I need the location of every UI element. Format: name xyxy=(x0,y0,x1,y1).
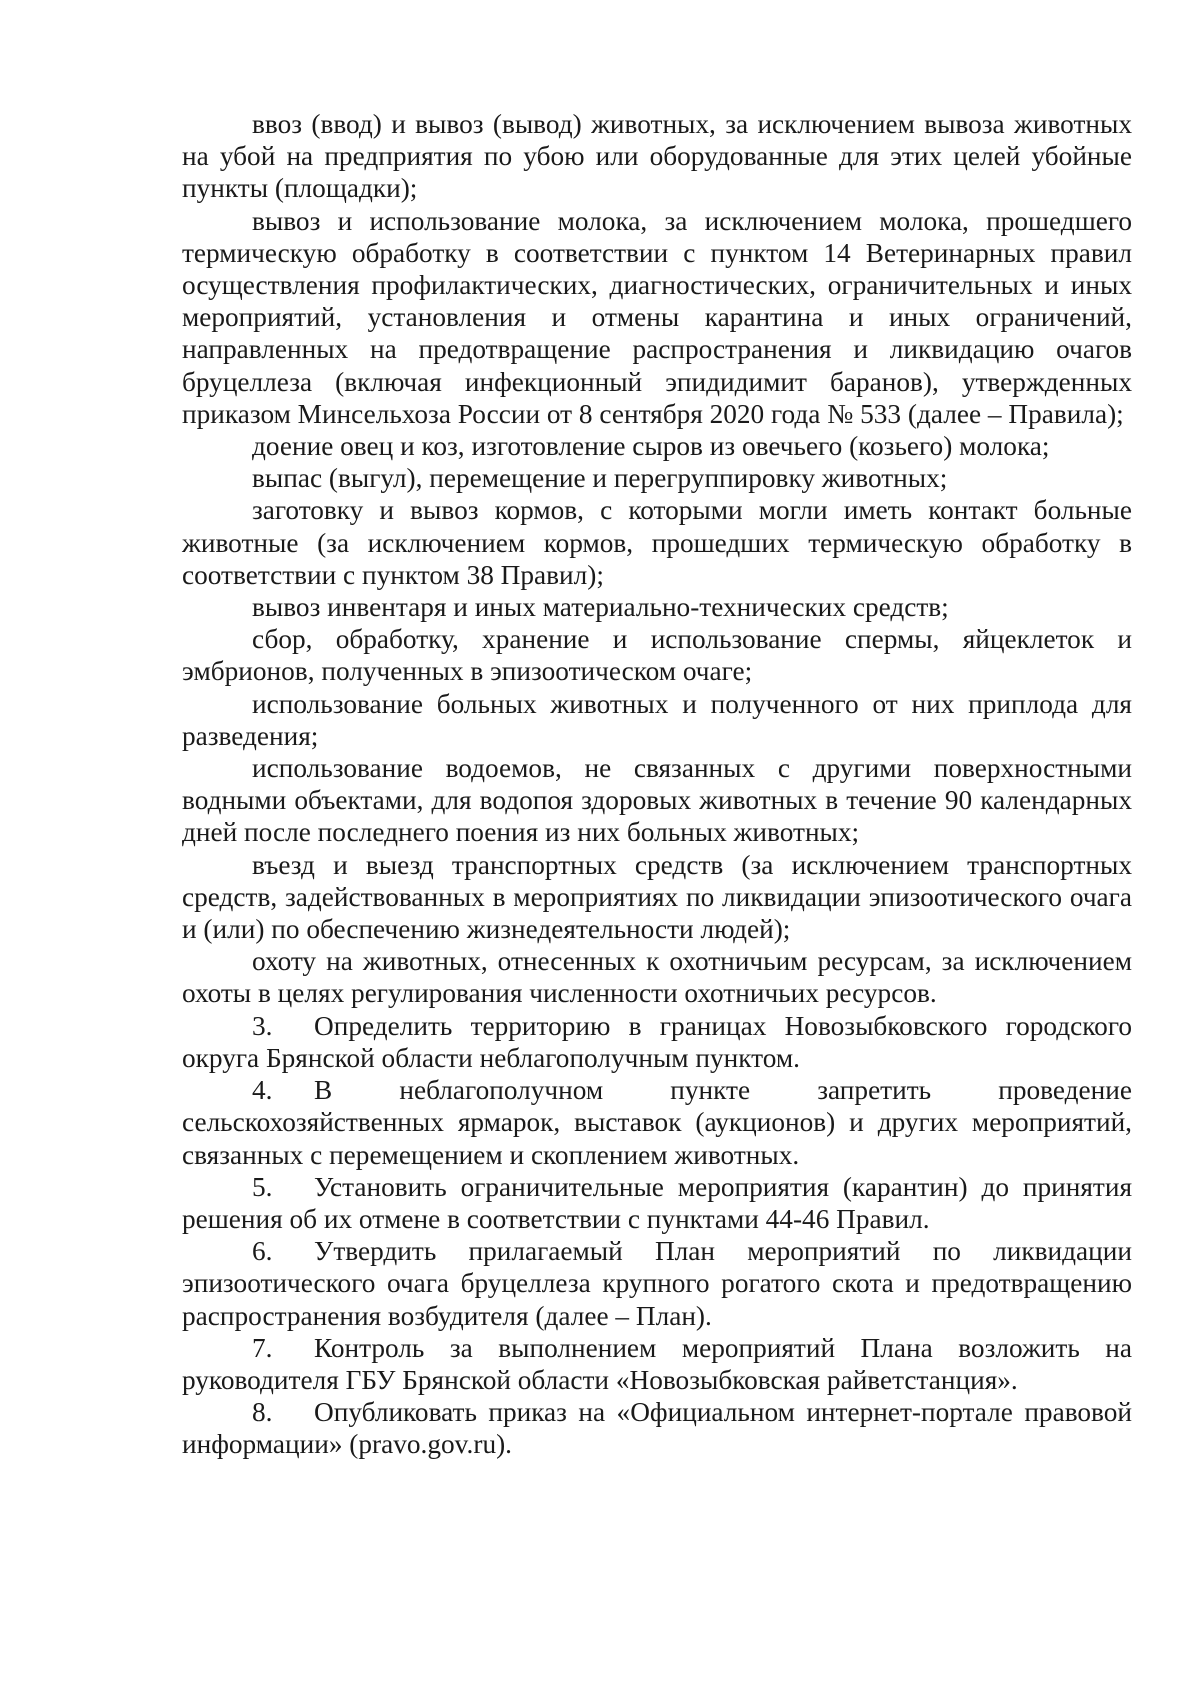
paragraph-import-export: ввоз (ввод) и вывоз (вывод) животных, за исключением вывоза животных на убой на предприятия по убою или оборудованные для этих целей убойные пункты (площадки); xyxy=(182,109,1132,204)
paragraph-water: использование водоемов, не связанных с другими поверхностными водными объектами, для водопоя здоровых животных в течение 90 календарных дней после последнего поения из них больных животных; xyxy=(182,753,1132,848)
numbered-item-4 xyxy=(182,1074,1132,1171)
numbered-item-6 xyxy=(182,1235,1132,1332)
item-text: Установить ограничительные мероприятия (карантин) до принятия решения об их отмене в соответствии с пунктами 44-46 Правил. xyxy=(182,1171,1132,1234)
paragraph-breeding: использование больных животных и полученного от них приплода для разведения; xyxy=(182,688,1132,751)
paragraph-hunting: охоту на животных, отнесенных к охотничьим ресурсам, за исключением охоты в целях регулирования численности охотничьих ресурсов. xyxy=(182,946,1132,1009)
paragraph-grazing: выпас (выгул), перемещение и перегруппировку животных; xyxy=(252,463,948,494)
paragraph-sperm: сбор, обработку, хранение и использование спермы, яйцеклеток и эмбрионов, полученных в эпизоотическом очаге; xyxy=(182,624,1132,687)
paragraph-milking: доение овец и коз, изготовление сыров из овечьего (козьего) молока; xyxy=(252,431,1050,462)
item-text: Определить территорию в границах Новозыбковского городского округа Брянской области неблагополучным пунктом. xyxy=(182,1010,1132,1073)
paragraph-inventory: вывоз инвентаря и иных материально-технических средств; xyxy=(252,592,949,623)
item-number: 8. xyxy=(252,1397,273,1428)
item-text: Утвердить прилагаемый План мероприятий по ликвидации эпизоотического очага бруцеллеза крупного рогатого скота и предотвращению распространения возбудителя (далее – План). xyxy=(182,1236,1132,1331)
item-number: 7. xyxy=(252,1332,273,1363)
item-number: 3. xyxy=(252,1010,273,1041)
item-text: В неблагополучном пункте запретить проведение сельскохозяйственных ярмарок, выставок (аукционов) и других мероприятий, связанных с перемещением и скоплением животных. xyxy=(182,1075,1132,1170)
numbered-item-8 xyxy=(182,1396,1132,1460)
numbered-item-3 xyxy=(182,1010,1132,1074)
paragraph-feed: заготовку и вывоз кормов, с которыми могли иметь контакт больные животные (за исключением кормов, прошедших термическую обработку в соответствии с пунктом 38 Правил); xyxy=(182,495,1132,590)
item-number: 4. xyxy=(252,1075,273,1106)
item-text: Опубликовать приказ на «Официальном интернет-портале правовой информации» (pravo.gov.ru). xyxy=(182,1397,1132,1460)
item-number: 5. xyxy=(252,1171,273,1202)
numbered-item-5 xyxy=(182,1171,1132,1235)
numbered-item-7 xyxy=(182,1332,1132,1396)
paragraph-milk: вывоз и использование молока, за исключением молока, прошедшего термическую обработку в соответствии с пунктом 14 Ветеринарных правил осуществления профилактических, диагностических, ограничительных и иных мероприятий, установления и отмены карантина и иных ограничений, направленных на предотвращение распространения и ликвидацию очагов бруцеллеза (включая инфекционный эпидидимит баранов), утвержденных приказом Минсельхоза России от 8 сентября 2020 года № 533 (далее – Правила); xyxy=(182,205,1132,429)
item-number: 6. xyxy=(252,1236,273,1267)
item-text: Контроль за выполнением мероприятий Плана возложить на руководителя ГБУ Брянской области «Новозыбковская райветстанция». xyxy=(182,1332,1132,1395)
document-body xyxy=(182,108,1132,1461)
paragraph-vehicles: въезд и выезд транспортных средств (за исключением транспортных средств, задействованных в мероприятиях по ликвидации эпизоотического очага и (или) по обеспечению жизнедеятельности людей); xyxy=(182,849,1132,945)
